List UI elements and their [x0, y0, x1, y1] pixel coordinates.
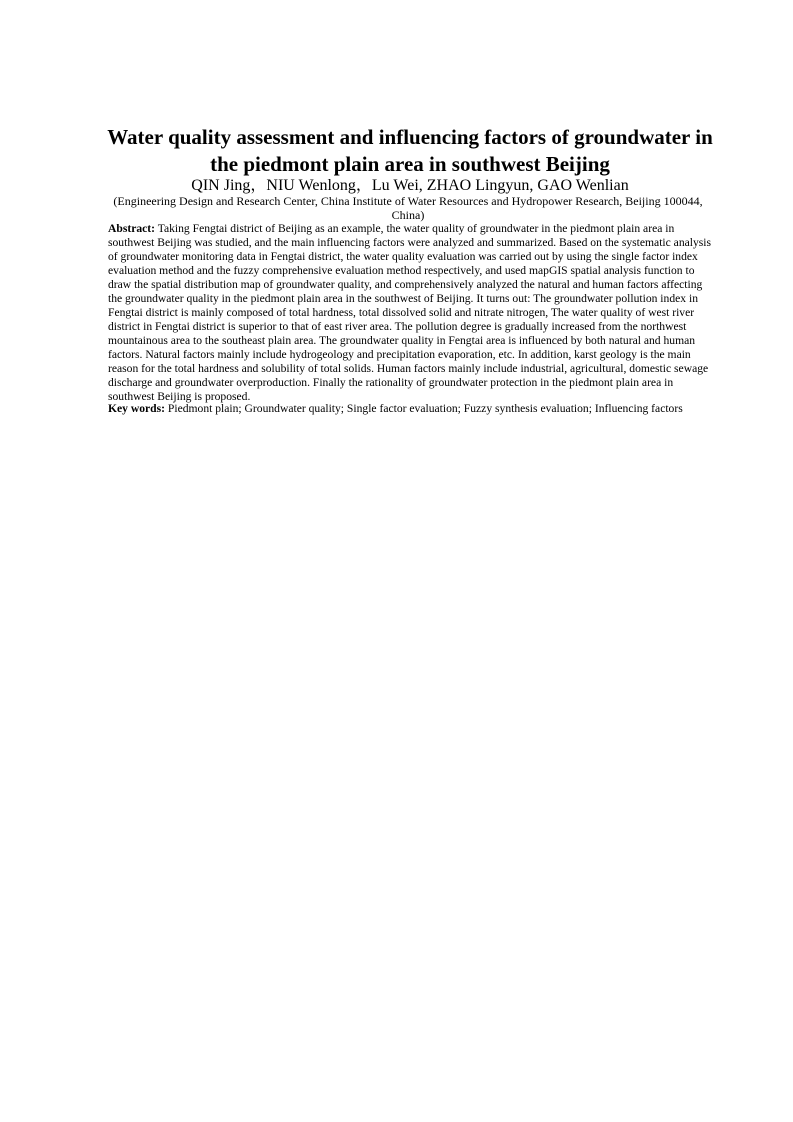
affiliation: (Engineering Design and Research Center, China Institute of Water Resources and Hydropower Research, Beijing 100044, China)	[113, 194, 703, 222]
abstract-paragraph	[108, 222, 712, 404]
paper-title: Water quality assessment and influencing factors of groundwater in the piedmont plain area in southwest Beijing	[107, 125, 713, 176]
author-list: QIN Jing，NIU Wenlong，Lu Wei, ZHAO Lingyun, GAO Wenlian	[191, 177, 629, 194]
abstract-text: Taking Fengtai district of Beijing as an example, the water quality of groundwater in the piedmont plain area in southwest Beijing was studied, and the main influencing factors were analyzed and summarized. Based on the systematic analysis of groundwater monitoring data in Fengtai district, the water quality evaluation was carried out by using the single factor index evaluation method and the fuzzy comprehensive evaluation method respectively, and used mapGIS spatial analysis function to draw the spatial distribution map of groundwater quality, and comprehensively analyzed the natural and human factors affecting the groundwater quality in the piedmont plain area in the southwest of Beijing. It turns out: The groundwater pollution index in Fengtai district is mainly composed of total hardness, total dissolved solid and nitrate nitrogen, The water quality of west river district in Fengtai district is superior to that of east river area. The pollution degree is gradually increased from the northwest mountainous area to the southeast plain area. The groundwater quality in Fengtai area is influenced by both natural and human factors. Natural factors mainly include hydrogeology and precipitation evaporation, etc. In addition, karst geology is the main reason for the total hardness and solubility of total solids. Human factors mainly include industrial, agricultural, domestic sewage discharge and groundwater overproduction. Finally the rationality of groundwater protection in the piedmont plain area in southwest Beijing is proposed.	[108, 222, 712, 403]
keywords-paragraph	[108, 402, 708, 416]
keywords-label: Key words:	[108, 402, 165, 415]
keywords-text: Piedmont plain; Groundwater quality; Single factor evaluation; Fuzzy synthesis evaluation; Influencing factors	[165, 402, 683, 415]
abstract-label: Abstract:	[108, 222, 156, 235]
